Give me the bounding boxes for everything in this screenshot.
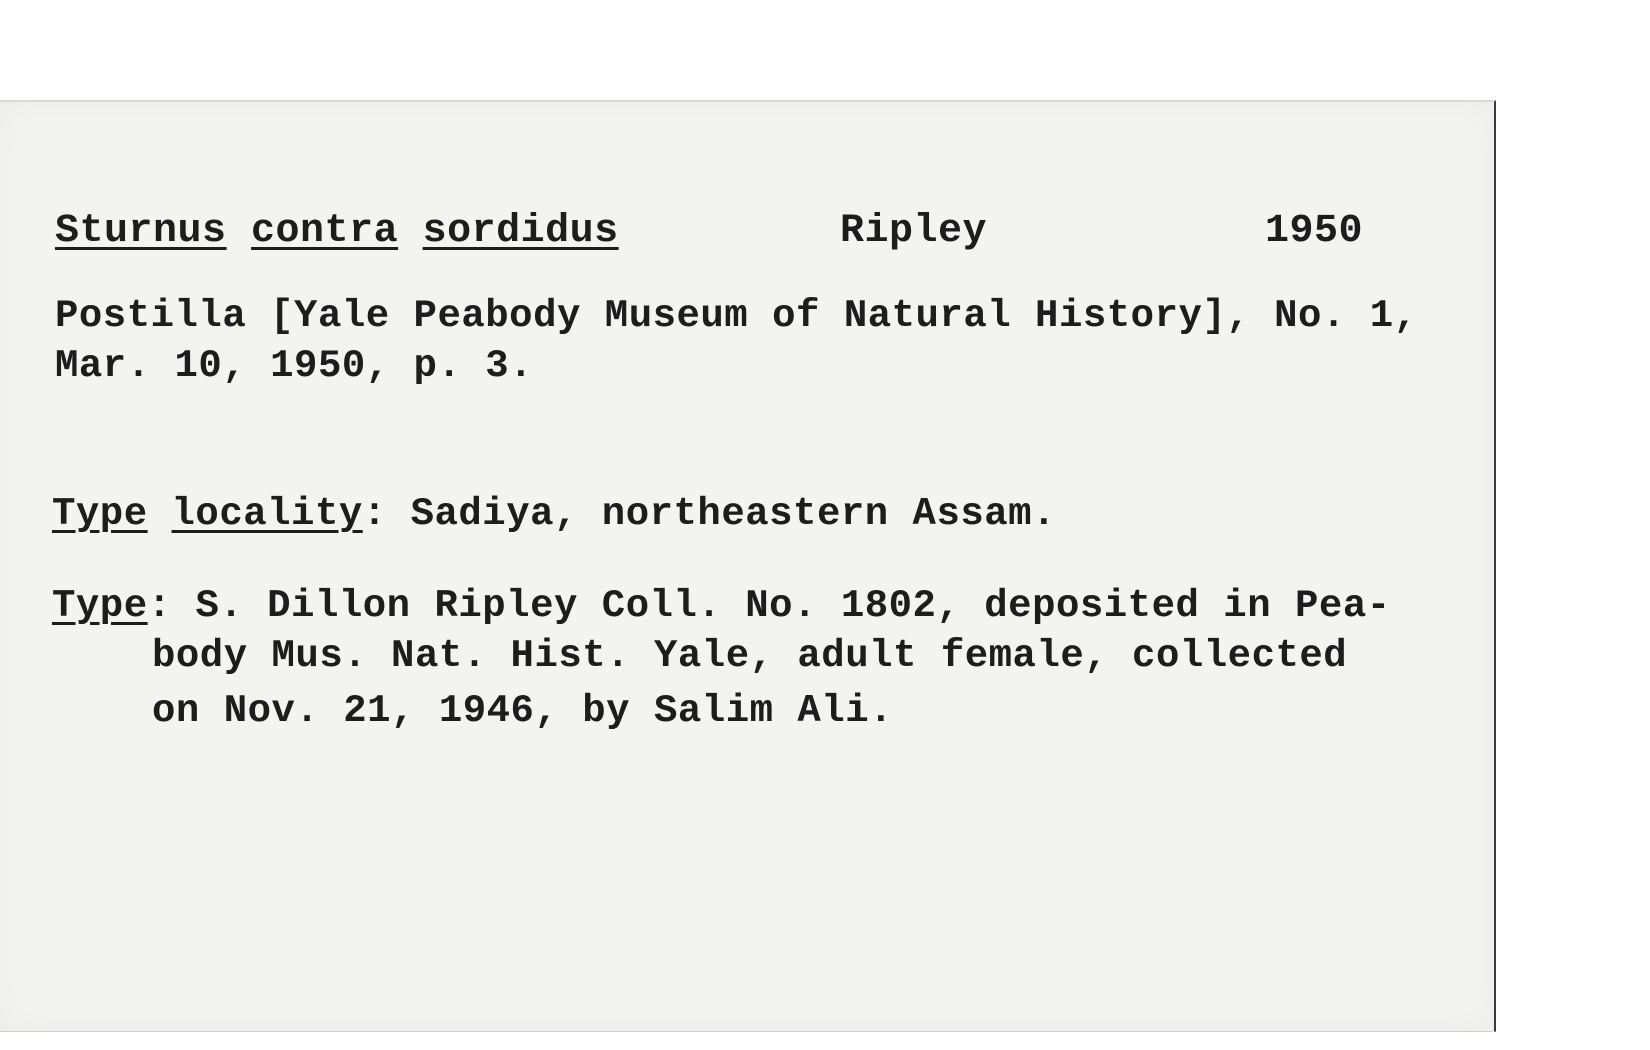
author-name: Ripley [840, 209, 988, 254]
type-colon: : [147, 584, 172, 628]
type-locality-label-word2: locality [171, 492, 363, 536]
species-name: contra [251, 209, 399, 254]
type-specimen-line-3: on Nov. 21, 1946, by Salim Ali. [152, 689, 894, 733]
type-locality [52, 492, 1056, 536]
type-locality-label-word1: Type [52, 492, 148, 536]
publication-year: 1950 [1265, 209, 1364, 254]
citation-line-2: Mar. 10, 1950, p. 3. [55, 344, 534, 388]
subspecies-name: sordidus [422, 209, 619, 254]
type-locality-colon: : [362, 492, 387, 536]
genus-name: Sturnus [55, 209, 227, 254]
type-specimen-line-2: body Mus. Nat. Hist. Yale, adult female, collected [152, 634, 1348, 678]
taxon-name [55, 209, 619, 254]
type-specimen-line-1 [52, 584, 1391, 628]
type-label: Type [52, 584, 148, 628]
type-text-1: S. Dillon Ripley Coll. No. 1802, deposited in Pea- [195, 584, 1391, 628]
citation-line-1: Postilla [Yale Peabody Museum of Natural History], No. 1, [55, 294, 1418, 338]
type-locality-value: Sadiya, northeastern Assam. [410, 492, 1056, 536]
index-card [0, 100, 1496, 1032]
